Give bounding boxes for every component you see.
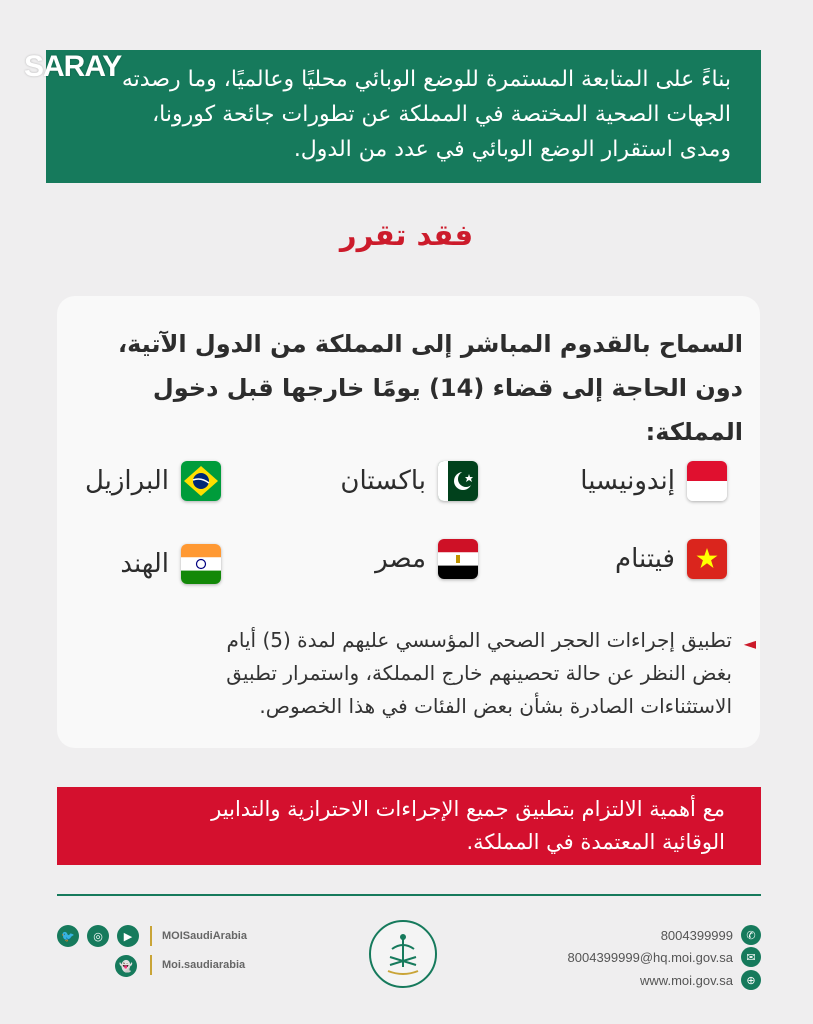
announcement-line-1: السماح بالقدوم المباشر إلى المملكة من الدول الآتية، — [117, 330, 743, 358]
egypt-flag-icon — [438, 539, 478, 579]
instagram-icon[interactable]: ◎ — [87, 925, 109, 947]
warning-line-1: مع أهمية الالتزام بتطبيق جميع الإجراءات الاحترازية والتدابير — [211, 797, 725, 821]
indonesia-flag-icon — [687, 461, 727, 501]
footer-separator — [150, 926, 152, 946]
country-name: باكستان — [340, 466, 426, 496]
brazil-flag-icon — [181, 461, 221, 501]
india-flag-icon — [181, 544, 221, 584]
country-name: مصر — [375, 544, 426, 574]
phone-number[interactable]: 8004399999 — [660, 927, 733, 943]
saray-watermark: SARAY — [24, 50, 122, 83]
contact-email — [568, 947, 761, 967]
note-line-3: الاستثناءات الصادرة بشأن بعض الفئات في هذا الخصوص. — [259, 694, 732, 718]
social-icons — [57, 925, 139, 947]
moi-emblem-logo — [369, 920, 437, 988]
country-india — [120, 544, 221, 584]
intro-line-1: بناءً على المتابعة المستمرة للوضع الوبائي محليًا وعالميًا، وما رصدته — [121, 67, 731, 92]
note-line-2: بغض النظر عن حالة تحصينهم خارج المملكة، واستمرار تطبيق — [226, 661, 732, 685]
footer-separator — [150, 955, 152, 975]
email-address[interactable]: 8004399999@hq.moi.gov.sa — [567, 949, 733, 965]
country-name: الهند — [120, 549, 169, 579]
pakistan-flag-icon — [438, 461, 478, 501]
website-url[interactable]: www.moi.gov.sa — [640, 972, 733, 988]
contact-phone — [661, 925, 761, 945]
country-pakistan — [340, 461, 478, 501]
intro-banner — [46, 50, 761, 183]
vietnam-flag-icon — [687, 539, 727, 579]
country-name: إندونيسيا — [580, 466, 675, 496]
decision-heading: فقد تقرر — [339, 218, 474, 252]
social-handle[interactable]: MOISaudiArabia — [162, 930, 247, 942]
country-brazil — [85, 461, 221, 501]
youtube-icon[interactable]: ▶ — [117, 925, 139, 947]
warning-line-2: الوقائية المعتمدة في المملكة. — [466, 830, 725, 854]
precaution-banner — [57, 787, 761, 865]
globe-icon: ⊕ — [741, 970, 761, 990]
snapchat-handle[interactable]: Moi.saudiarabia — [162, 959, 246, 971]
phone-icon: ✆ — [741, 925, 761, 945]
intro-line-2: الجهات الصحية المختصة في المملكة عن تطورات جائحة كورونا، — [152, 102, 731, 127]
announcement-line-2: دون الحاجة إلى قضاء (14) يومًا خارجها قبل دخول المملكة: — [152, 374, 743, 446]
twitter-icon[interactable]: 🐦 — [57, 925, 79, 947]
snapchat-icon[interactable]: 👻 — [115, 955, 137, 977]
note-line-1: تطبيق إجراءات الحجر الصحي المؤسسي عليهم لمدة (5) أيام — [226, 628, 732, 652]
country-egypt — [375, 539, 478, 579]
intro-line-3: ومدى استقرار الوضع الوبائي في عدد من الدول. — [293, 137, 731, 162]
country-indonesia — [580, 461, 727, 501]
note-bullet-icon: ◄ — [743, 634, 756, 653]
country-name: فيتنام — [615, 544, 675, 574]
country-vietnam — [615, 539, 727, 579]
country-name: البرازيل — [84, 466, 169, 496]
announcement — [70, 322, 743, 454]
footer-divider — [57, 894, 761, 896]
mail-icon: ✉ — [741, 947, 761, 967]
contact-website — [640, 970, 761, 990]
quarantine-note — [92, 624, 756, 723]
